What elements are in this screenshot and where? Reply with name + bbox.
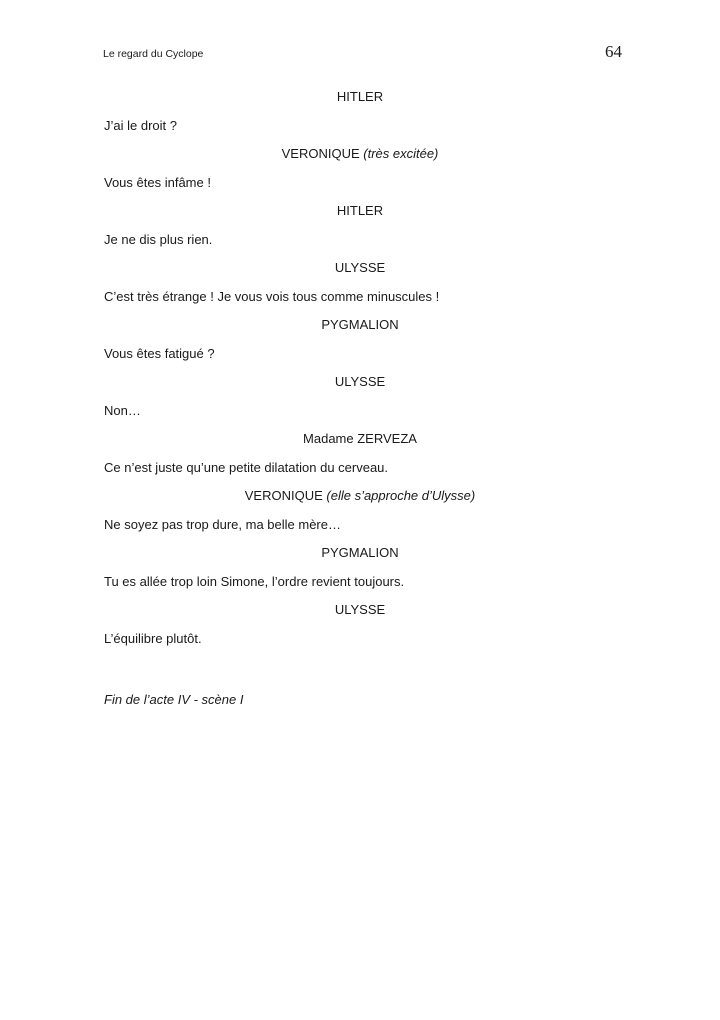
dialogue-line: Vous êtes infâme ! bbox=[104, 175, 211, 190]
header-title: Le regard du Cyclope bbox=[103, 48, 204, 60]
speaker-name: PYGMALION bbox=[321, 545, 399, 560]
speaker-name: HITLER bbox=[336, 89, 384, 104]
stage-direction: (elle s’approche d’Ulysse) bbox=[326, 488, 476, 503]
dialogue-line: J’ai le droit ? bbox=[104, 118, 177, 133]
dialogue-line: L’équilibre plutôt. bbox=[104, 631, 202, 646]
dialogue-line: Ce n’est juste qu’une petite dilatation du cerveau. bbox=[104, 460, 389, 475]
dialogue-line: Vous êtes fatigué ? bbox=[104, 346, 215, 361]
speaker-name: HITLER bbox=[336, 203, 384, 218]
end-of-scene-note: Fin de l’acte IV - scène I bbox=[104, 692, 244, 707]
dialogue-line: Non… bbox=[104, 403, 141, 418]
dialogue-line: Je ne dis plus rien. bbox=[104, 232, 213, 247]
speaker-name: ULYSSE bbox=[334, 260, 386, 275]
dialogue-line: Ne soyez pas trop dure, ma belle mère… bbox=[104, 517, 341, 532]
stage-direction: (très excitée) bbox=[363, 146, 439, 161]
speaker-name: VERONIQUE (très excitée) bbox=[281, 146, 439, 161]
speaker-name: Madame ZERVEZA bbox=[303, 431, 417, 446]
speaker-name: VERONIQUE (elle s’approche d’Ulysse) bbox=[244, 488, 476, 503]
dialogue-line: Tu es allée trop loin Simone, l’ordre revient toujours. bbox=[104, 574, 405, 589]
page-number: 64 bbox=[605, 42, 622, 61]
speaker-name: PYGMALION bbox=[321, 317, 399, 332]
dialogue-line: C’est très étrange ! Je vous vois tous comme minuscules ! bbox=[104, 289, 440, 304]
speaker-name: ULYSSE bbox=[334, 374, 386, 389]
speaker-name: ULYSSE bbox=[334, 602, 386, 617]
